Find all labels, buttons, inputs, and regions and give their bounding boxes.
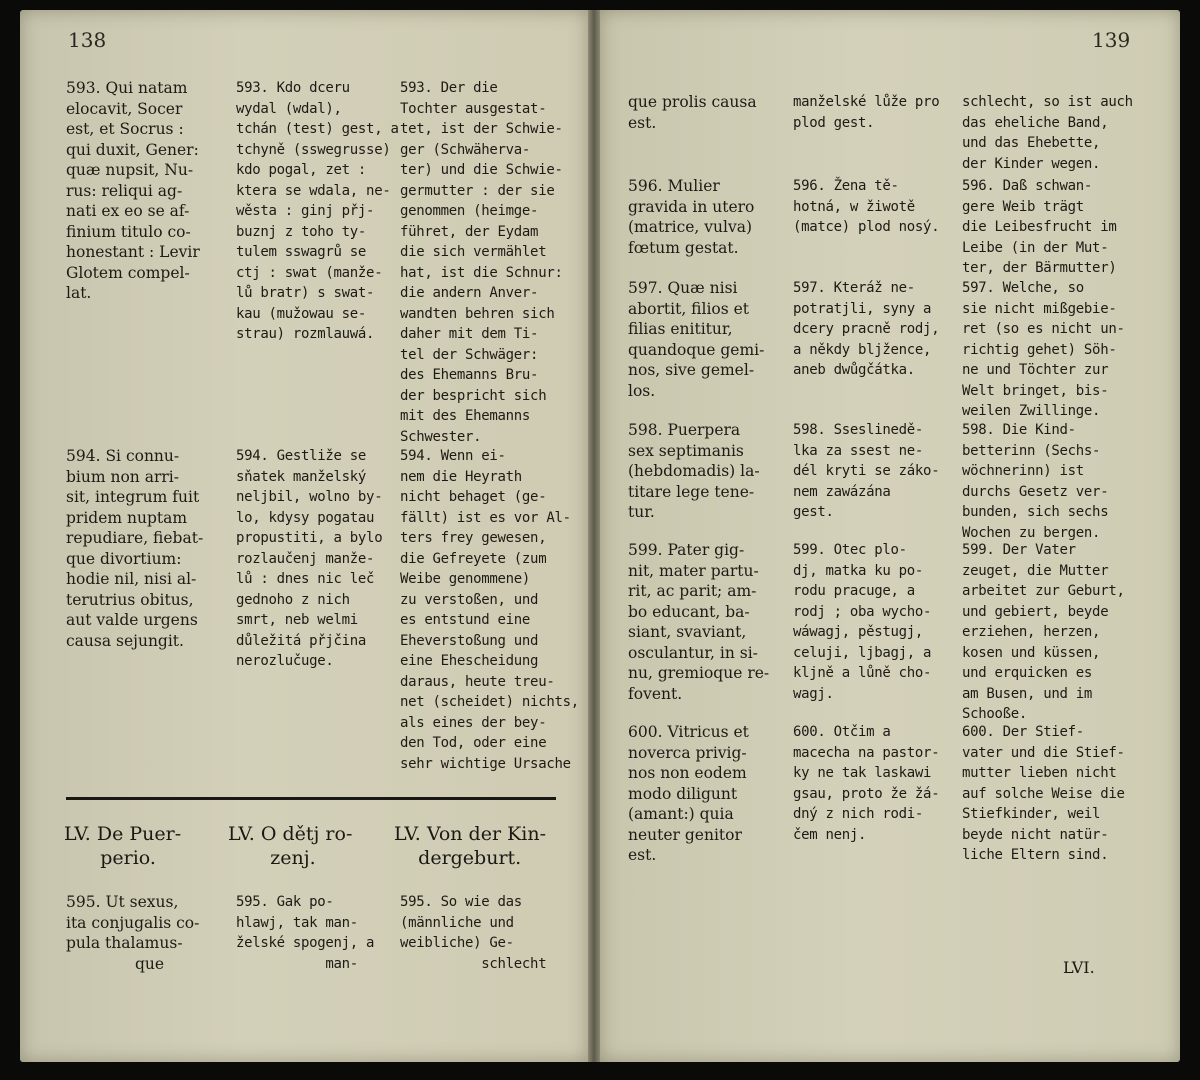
entry-597-czech: 597. Kteráž ne- potratjli, syny a dcery pracně rodj, a někdy bljžence, aneb dwůgčátka. [793,280,940,378]
entry-594-czech: 594. Gestliže se sňatek manželský neljbil, wolno by- lo, kdysy pogatau propustiti, a bylo rozlaučenj manže- lů : dnes nic leč gednoho z nich smrt, neb welmi důležitá přjčina nerozlučuge. [236,448,383,669]
entry-600-latin: 600. Vitricus et noverca privig- nos non eodem modo diligunt (amant:) quia neuter genitor est. [628,723,749,864]
entry-600-czech: 600. Otčim a macecha na pastor- ky ne tak laskawi gsau, proto že žá- dný z nich rodi- čem nenj. [793,724,940,843]
page-number-right: 139 [1092,28,1131,52]
entry-600-german: 600. Der Stief- vater und die Stief- mutter lieben nicht auf solche Weise die Stiefkinder, weil beyde nicht natür- liche Eltern sind. [962,724,1125,863]
entry-596-czech: 596. Žena tě- hotná, w žiwotě (matce) plod nosý. [793,178,940,235]
entry-595-cont-latin: que prolis causa est. [628,93,757,132]
entry-595-cont-czech: manželské lůže pro plod gest. [793,94,940,131]
entry-593-czech: 593. Kdo dceru wydal (wdal), tchán (test) gest, a tchyně (sswegrusse) kdo pogal, zet : ktera se wdala, ne- wěsta : ginj přj- buznj z toho ty- tulem sswagrů se ctj : swat (manže- lů bratr) s swat- kau (mužowau se- strau) rozmlauwá. [236,80,399,342]
entry-598-latin: 598. Puerpera sex septimanis (hebdomadis) la- titare lege tene- tur. [628,421,760,521]
catchword: LVI. [1063,958,1095,977]
entry-595-czech: 595. Gak po- hlawj, tak man- želské spogenj, a man- [236,894,375,972]
chapter-divider-rule [66,797,556,800]
entry-595-german: 595. So wie das (männliche und weibliche) Ge- schlecht [400,894,547,972]
entry-594-german: 594. Wenn ei- nem die Heyrath nicht behaget (ge- fällt) ist es vor Al- ters frey gewesen, die Gefreyete (zum Weibe genommene) zu verstoßen, und es entstund eine Eheverstoßung und eine Ehescheidung daraus, heute treu- net (scheidet) nichts, als eines der bey- den Tod, oder eine sehr wichtige Ursache [400,448,579,772]
book-gutter [588,10,600,1062]
entry-598-czech: 598. Sseslinedě- lka za ssest ne- dél kryti se záko- nem zawázána gest. [793,422,940,520]
page-number-left: 138 [68,28,107,52]
chapter-heading-latin: LV. De Puer- perio. [64,823,182,869]
chapter-heading-german: LV. Von der Kin- dergeburt. [394,823,546,869]
entry-593-latin: 593. Qui natam elocavit, Socer est, et Socrus : qui duxit, Gener: quæ nupsit, Nu- rus: reliqui ag- nati ex eo se af- finium titulo co- honestant : Levir Glotem compel- lat. [66,79,200,302]
entry-599-czech: 599. Otec plo- dj, matka ku po- rodu pracuge, a rodj ; oba wycho- wáwagj, pěstugj, celuji, ljbagj, a kljně a lůně cho- wagj. [793,542,932,702]
entry-597-german: 597. Welche, so sie nicht mißgebie- ret (so es nicht un- richtig gehet) Söh- ne und Töchter zur Welt bringet, bis- weilen Zwillinge. [962,280,1125,419]
entry-594-latin: 594. Si connu- bium non arri- sit, integrum fuit pridem nuptam repudiare, fiebat- que divortium: hodie nil, nisi al- terutrius obitus, aut valde urgens causa sejungit. [66,447,204,650]
entry-595-cont-german: schlecht, so ist auch das eheliche Band, und das Ehebette, der Kinder wegen. [962,94,1133,172]
entry-595-latin: 595. Ut sexus, ita conjugalis co- pula thalamus- que [66,893,200,973]
entry-599-german: 599. Der Vater zeuget, die Mutter arbeitet zur Geburt, und gebiert, beyde erziehen, herzen, kosen und küssen, und erquicken es am Busen, und im Schooße. [962,542,1125,722]
entry-598-german: 598. Die Kind- betterinn (Sechs- wöchnerinn) ist durchs Gesetz ver- bunden, sich sechs Wochen zu bergen. [962,422,1109,541]
entry-596-latin: 596. Mulier gravida in utero (matrice, vulva) fœtum gestat. [628,177,755,257]
entry-596-german: 596. Daß schwan- gere Weib trägt die Leibesfrucht im Leibe (in der Mut- ter, der Bärmutter) [962,178,1117,276]
entry-597-latin: 597. Quæ nisi abortit, filios et filias enititur, quandoque gemi- nos, sive gemel- los. [628,279,765,400]
entry-599-latin: 599. Pater gig- nit, mater partu- rit, ac parit; am- bo educant, ba- siant, svaviant, osculantur, in si- nu, gremioque re- fovent. [628,541,770,703]
chapter-heading-czech: LV. O dětj ro- zenj. [228,823,353,869]
entry-593-german: 593. Der die Tochter ausgestat- tet, ist der Schwie- ger (Schwäherva- ter) und die Schwie- germutter : der sie genommen (heimge- führet, der Eydam die sich vermählet hat, ist die Schnur: die andern Anver- wandten behren sich daher mit dem Ti- tel der Schwäger: des Ehemanns Bru- der bespricht sich mit des Ehemanns Schwester. [400,80,563,445]
